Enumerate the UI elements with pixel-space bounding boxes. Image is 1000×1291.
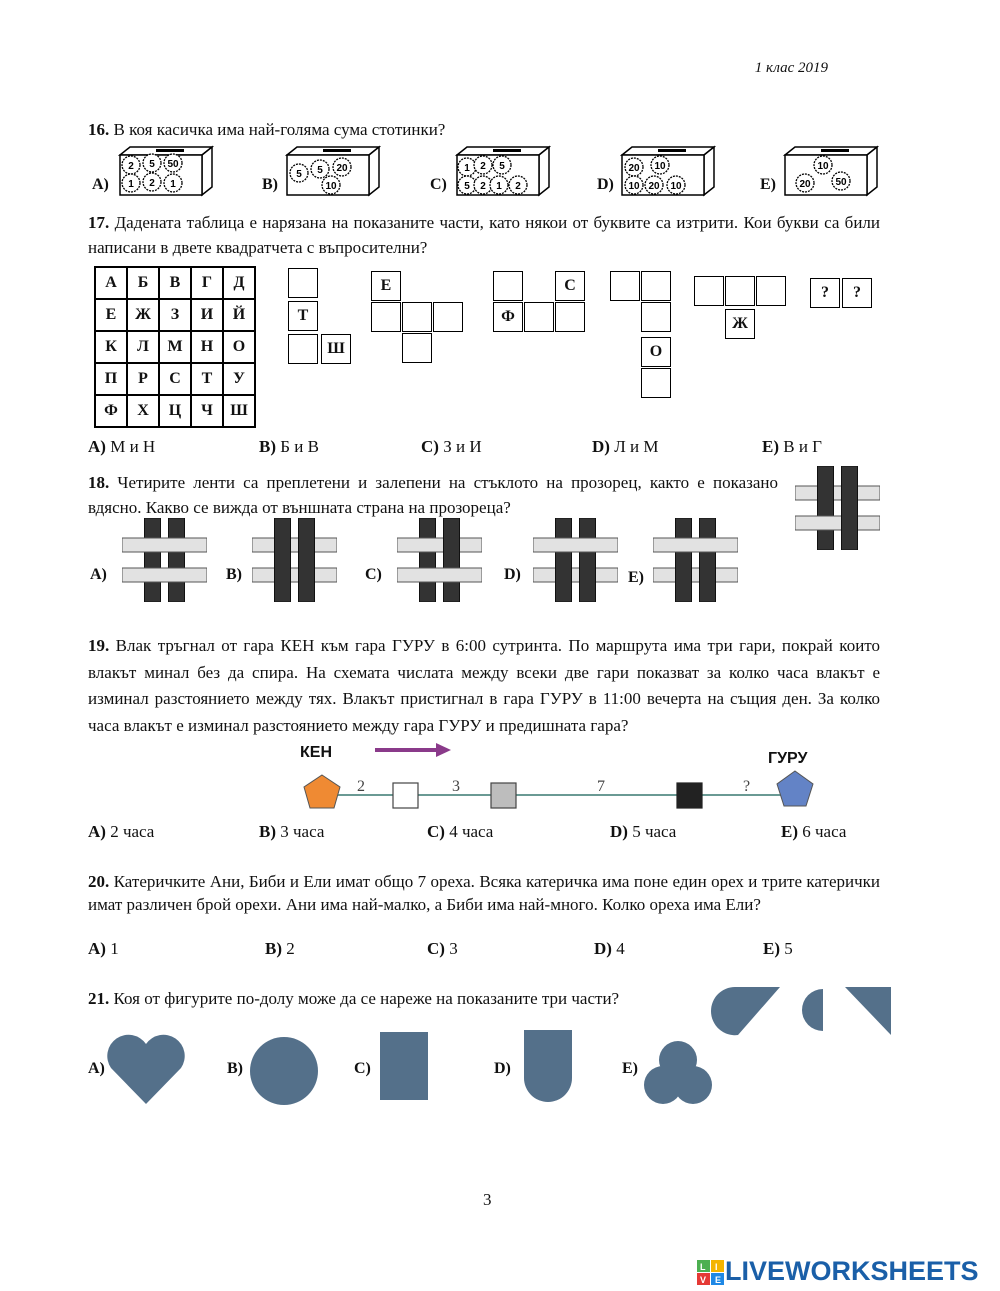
answer-option[interactable]	[762, 437, 822, 457]
coin-icon	[333, 158, 351, 176]
answer-option[interactable]	[259, 437, 319, 457]
coin-icon	[458, 176, 476, 194]
grid-cell: Т	[191, 363, 223, 395]
answer-label: D)	[594, 939, 612, 958]
coin-icon	[122, 174, 140, 192]
svg-text:50: 50	[835, 177, 847, 188]
station-white	[393, 783, 418, 808]
question-21	[88, 986, 648, 1011]
grid-cell: Ч	[191, 395, 223, 427]
piggy-bank-icon[interactable]	[118, 145, 214, 197]
answer-text: Л и М	[614, 437, 659, 456]
answer-label: E)	[762, 437, 779, 456]
answer-text: 3 часа	[280, 822, 325, 841]
station-black	[677, 783, 702, 808]
question-mark-cell: ?	[842, 278, 872, 308]
answer-option[interactable]	[592, 437, 658, 457]
grid-cell: Г	[191, 267, 223, 299]
grid-cell: Ж	[127, 299, 159, 331]
option-label: D)	[504, 566, 521, 583]
question-number: 17.	[88, 213, 110, 232]
grid-cell: Д	[223, 267, 255, 299]
question-number: 21.	[88, 989, 110, 1008]
arrow-head-icon	[436, 743, 451, 757]
svg-text:10: 10	[817, 161, 829, 172]
answer-text: Б и В	[280, 437, 319, 456]
option-label: D)	[494, 1060, 511, 1077]
page-number: 3	[483, 1190, 492, 1209]
ribbon-figure[interactable]	[122, 518, 207, 602]
answer-text: 5 часа	[632, 822, 677, 841]
question-text: Влак тръгнал от гара КЕН към гара ГУРУ в 6:00 сутринта. По маршрута има три гари, покрай които влакът минал без да спира. На схемата числата между всеки две гари показват за колко часа влакът е изминал разстоянието между тях. Влакът пристигнал в гара ГУРУ в 11:00 вечерта на същия ден. За колко часа влакът е изминал разстоянието между гара ГУРУ и предишната гара?	[88, 636, 881, 735]
answer-option[interactable]	[88, 437, 155, 457]
coin-icon	[645, 176, 663, 194]
coin-icon	[122, 156, 140, 174]
answer-label: D)	[592, 437, 610, 456]
coin-icon	[667, 176, 685, 194]
ribbon-figure[interactable]	[795, 466, 880, 550]
answer-label: B)	[259, 437, 276, 456]
segment-3: 7	[597, 778, 605, 795]
piece-letter: Е	[371, 271, 401, 301]
answer-label: D)	[610, 822, 628, 841]
part-triangle-icon	[845, 987, 891, 1035]
svg-text:2: 2	[480, 181, 486, 192]
option-label: D)	[597, 176, 614, 193]
answer-option[interactable]	[265, 939, 295, 959]
svg-text:1: 1	[170, 179, 176, 190]
answer-label: C)	[427, 822, 445, 841]
three-parts	[705, 985, 895, 1040]
svg-text:10: 10	[654, 161, 666, 172]
coin-icon	[164, 154, 182, 172]
option-label: A)	[92, 176, 109, 193]
letter-grid	[94, 266, 256, 428]
svg-text:2: 2	[149, 178, 155, 189]
pentagon-blue-icon	[777, 771, 813, 806]
question-18	[88, 470, 778, 520]
grid-cell: П	[95, 363, 127, 395]
coin-icon	[474, 156, 492, 174]
svg-text:2: 2	[480, 161, 486, 172]
piggy-bank-icon[interactable]	[620, 145, 716, 197]
question-17	[88, 210, 880, 260]
coin-icon	[509, 176, 527, 194]
grid-cell: Б	[127, 267, 159, 299]
answer-label: B)	[259, 822, 276, 841]
answer-label: C)	[427, 939, 445, 958]
option-label: E)	[628, 569, 644, 586]
answer-text: 2 часа	[110, 822, 155, 841]
grid-cell: А	[95, 267, 127, 299]
answer-text: 1	[110, 939, 119, 958]
svg-text:1: 1	[496, 181, 502, 192]
piece-letter: С	[555, 271, 585, 301]
coin-icon	[796, 174, 814, 192]
piece-letter: Ж	[725, 309, 755, 339]
station-start-label: КЕН	[300, 744, 332, 761]
coin-icon	[474, 176, 492, 194]
question-20	[88, 870, 880, 916]
answer-text: М и Н	[110, 437, 156, 456]
question-number: 20.	[88, 872, 110, 891]
coin-icon	[625, 158, 643, 176]
svg-text:10: 10	[670, 181, 682, 192]
pentagon-orange-icon	[304, 775, 340, 808]
answer-text: 3	[449, 939, 458, 958]
answer-text: 4 часа	[449, 822, 494, 841]
question-number: 16.	[88, 120, 110, 139]
answer-text: В и Г	[783, 437, 823, 456]
svg-text:5: 5	[464, 181, 470, 192]
coin-icon	[164, 174, 182, 192]
grid-cell: У	[223, 363, 255, 395]
grid-cell: И	[191, 299, 223, 331]
grid-cell: М	[159, 331, 191, 363]
question-mark-cell: ?	[810, 278, 840, 308]
answer-option[interactable]	[594, 939, 625, 959]
option-label: C)	[430, 176, 447, 193]
option-label: A)	[88, 1060, 105, 1077]
segment-1: 2	[357, 778, 365, 795]
station-end-label: ГУРУ	[768, 750, 808, 767]
answer-option[interactable]	[259, 822, 324, 842]
question-text: Четирите ленти са преплетени и залепени на стъклото на прозорец, както е показано вдясно. Какво се вижда от външната страна на прозореца?	[88, 473, 779, 517]
coin-icon	[651, 156, 669, 174]
svg-text:10: 10	[325, 181, 337, 192]
grid-cell: Л	[127, 331, 159, 363]
coin-icon	[311, 160, 329, 178]
coin-icon	[493, 156, 511, 174]
grid-cell: Ц	[159, 395, 191, 427]
piece-letter: Ф	[493, 302, 523, 332]
grid-cell: К	[95, 331, 127, 363]
part-rounded-icon	[711, 987, 780, 1035]
coin-icon	[290, 164, 308, 182]
coin-icon	[490, 176, 508, 194]
answer-option[interactable]	[427, 822, 493, 842]
grid-cell: С	[159, 363, 191, 395]
svg-text:5: 5	[296, 169, 302, 180]
u-shape-icon[interactable]	[522, 1030, 574, 1102]
grid-cell: Х	[127, 395, 159, 427]
header-title: 1 клас 2019	[754, 60, 828, 76]
svg-text:E: E	[715, 1275, 722, 1285]
rectangle-shape-icon[interactable]	[378, 1032, 430, 1100]
coin-icon	[625, 176, 643, 194]
logo-text: LIVEWORKSHEETS	[725, 1256, 979, 1286]
option-label: A)	[90, 566, 107, 583]
segment-4: ?	[743, 778, 751, 795]
ribbon-figure[interactable]	[533, 518, 618, 602]
piggy-bank-icon[interactable]	[285, 145, 381, 197]
option-label: E)	[622, 1060, 638, 1077]
grid-cell: В	[159, 267, 191, 299]
piece-letter: Т	[288, 301, 318, 331]
circle-shape-icon[interactable]	[248, 1035, 320, 1107]
coin-icon	[322, 176, 340, 194]
ribbon-figure[interactable]	[252, 518, 337, 602]
answer-label: A)	[88, 822, 106, 841]
svg-text:10: 10	[628, 181, 640, 192]
question-text: Дадената таблица е нарязана на показаните части, като някои от буквите са изтрити. Кои букви са били написани в двете квадратчета с въпросителни?	[88, 213, 881, 257]
piggy-bank-icon[interactable]	[455, 145, 551, 197]
logo-badge-icon	[697, 1260, 727, 1286]
svg-text:50: 50	[167, 159, 179, 170]
svg-text:V: V	[700, 1275, 707, 1285]
answer-option[interactable]	[421, 437, 482, 457]
svg-text:2: 2	[515, 181, 521, 192]
svg-text:1: 1	[464, 163, 470, 174]
option-label: B)	[226, 566, 242, 583]
question-19	[88, 633, 880, 739]
svg-text:L: L	[700, 1262, 706, 1272]
svg-text:20: 20	[628, 163, 640, 174]
question-16	[88, 117, 908, 142]
station-gray	[491, 783, 516, 808]
svg-text:20: 20	[799, 179, 811, 190]
grid-cell: Ш	[223, 395, 255, 427]
option-label: E)	[760, 176, 776, 193]
answer-label: C)	[421, 437, 439, 456]
question-number: 19.	[88, 636, 110, 655]
ribbon-figure[interactable]	[397, 518, 482, 602]
svg-text:2: 2	[128, 161, 134, 172]
grid-cell: О	[223, 331, 255, 363]
answer-option[interactable]	[88, 822, 154, 842]
answer-label: A)	[88, 939, 106, 958]
answer-option[interactable]	[781, 822, 846, 842]
segment-2: 3	[452, 778, 460, 795]
answer-text: 4	[616, 939, 625, 958]
grid-cell: Р	[127, 363, 159, 395]
coin-icon	[458, 158, 476, 176]
option-label: C)	[365, 566, 382, 583]
grid-cell: Е	[95, 299, 127, 331]
grid-cell: Н	[191, 331, 223, 363]
answer-text: 2	[286, 939, 295, 958]
grid-cell: Й	[223, 299, 255, 331]
answer-text: 5	[784, 939, 793, 958]
answer-text: З и И	[443, 437, 482, 456]
question-text: Катеричките Ани, Биби и Ели имат общо 7 ореха. Всяка катеричка има поне един орех и трите катерички имат различен брой орехи. Ани има най-малко, а Биби има най-много. Колко ореха има Ели?	[88, 872, 881, 914]
coin-icon	[143, 154, 161, 172]
answer-option[interactable]	[610, 822, 676, 842]
coin-icon	[143, 173, 161, 191]
answer-label: A)	[88, 437, 106, 456]
answer-label: E)	[781, 822, 798, 841]
answer-option[interactable]	[88, 939, 119, 959]
answer-text: 6 часа	[802, 822, 847, 841]
ribbon-figure[interactable]	[653, 518, 738, 602]
piece-letter: Ш	[321, 334, 351, 364]
question-text: Коя от фигурите по-долу може да се нареже на показаните три части?	[113, 989, 620, 1008]
grid-cell: Ф	[95, 395, 127, 427]
question-text: В коя касичка има най-голяма сума стотинки?	[113, 120, 446, 139]
answer-label: B)	[265, 939, 282, 958]
train-route-diagram	[290, 735, 850, 820]
answer-label: E)	[763, 939, 780, 958]
piggy-bank-icon[interactable]	[783, 145, 879, 197]
heart-shape-icon[interactable]	[105, 1030, 187, 1105]
svg-text:I: I	[715, 1262, 718, 1272]
svg-text:5: 5	[317, 165, 323, 176]
answer-option[interactable]	[763, 939, 793, 959]
svg-text:5: 5	[499, 161, 505, 172]
question-number: 18.	[88, 473, 110, 492]
part-halfcircle-icon	[802, 989, 823, 1031]
option-label: B)	[262, 176, 278, 193]
answer-option[interactable]	[427, 939, 458, 959]
option-label: C)	[354, 1060, 371, 1077]
svg-text:1: 1	[128, 179, 134, 190]
piece-letter: О	[641, 337, 671, 367]
svg-text:20: 20	[648, 181, 660, 192]
trefoil-shape-icon[interactable]	[643, 1040, 713, 1110]
coin-icon	[832, 172, 850, 190]
grid-cell: З	[159, 299, 191, 331]
svg-text:20: 20	[336, 163, 348, 174]
svg-text:5: 5	[149, 159, 155, 170]
coin-icon	[814, 156, 832, 174]
option-label: B)	[227, 1060, 243, 1077]
